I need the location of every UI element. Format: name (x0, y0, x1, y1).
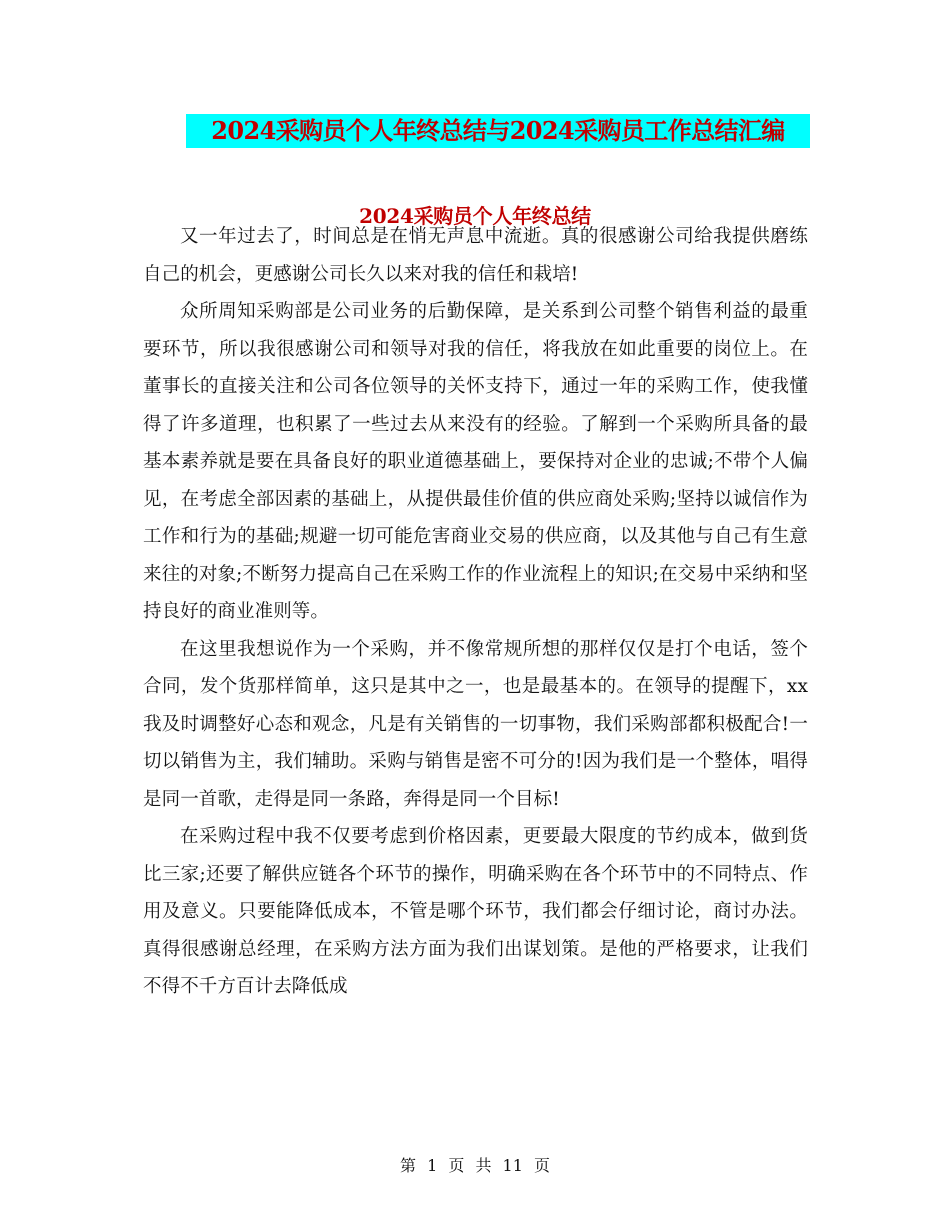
page-footer: 第 1 页 共 11 页 (400, 1156, 550, 1175)
paragraph-4: 在采购过程中我不仅要考虑到价格因素，更要最大限度的节约成本，做到货比三家;还要了解供应链各个环节的操作，明确采购在各个环节中的不同特点、作用及意义。只要能降低成本，不管是哪个环节，我们都会仔细讨论，商讨办法。真得很感谢总经理，在采购方法方面为我们出谋划策。是他的严格要求，让我们不得不千方百计去降低成 (143, 826, 808, 997)
paragraph-3: 在这里我想说作为一个采购，并不像常规所想的那样仅仅是打个电话，签个合同，发个货那样简单，这只是其中之一，也是最基本的。在领导的提醒下，xx我及时调整好心态和观念，凡是有关销售的一切事物，我们采购部都积极配合!一切以销售为主，我们辅助。采购与销售是密不可分的!因为我们是一个整体，唱得是同一首歌，走得是同一条路，奔得是同一个目标! (143, 638, 808, 810)
section-title: 2024采购员个人年终总结 (359, 204, 591, 228)
document-body (143, 218, 808, 1006)
main-title: 2024采购员个人年终总结与2024采购员工作总结汇编 (186, 114, 810, 148)
paragraph-2: 众所周知采购部是公司业务的后勤保障，是关系到公司整个销售利益的最重要环节，所以我很感谢公司和领导对我的信任，将我放在如此重要的岗位上。在董事长的直接关注和公司各位领导的关怀支持下，通过一年的采购工作，使我懂得了许多道理，也积累了一些过去从来没有的经验。了解到一个采购所具备的最基本素养就是要在具备良好的职业道德基础上，要保持对企业的忠诚;不带个人偏见，在考虑全部因素的基础上，从提供最佳价值的供应商处采购;坚持以诚信作为工作和行为的基础;规避一切可能危害商业交易的供应商，以及其他与自己有生意来往的对象;不断努力提高自己在采购工作的作业流程上的知识;在交易中采纳和坚持良好的商业准则等。 (143, 301, 808, 622)
paragraph-1: 又一年过去了，时间总是在悄无声息中流逝。真的很感谢公司给我提供磨练自己的机会，更感谢公司长久以来对我的信任和栽培! (143, 226, 808, 285)
